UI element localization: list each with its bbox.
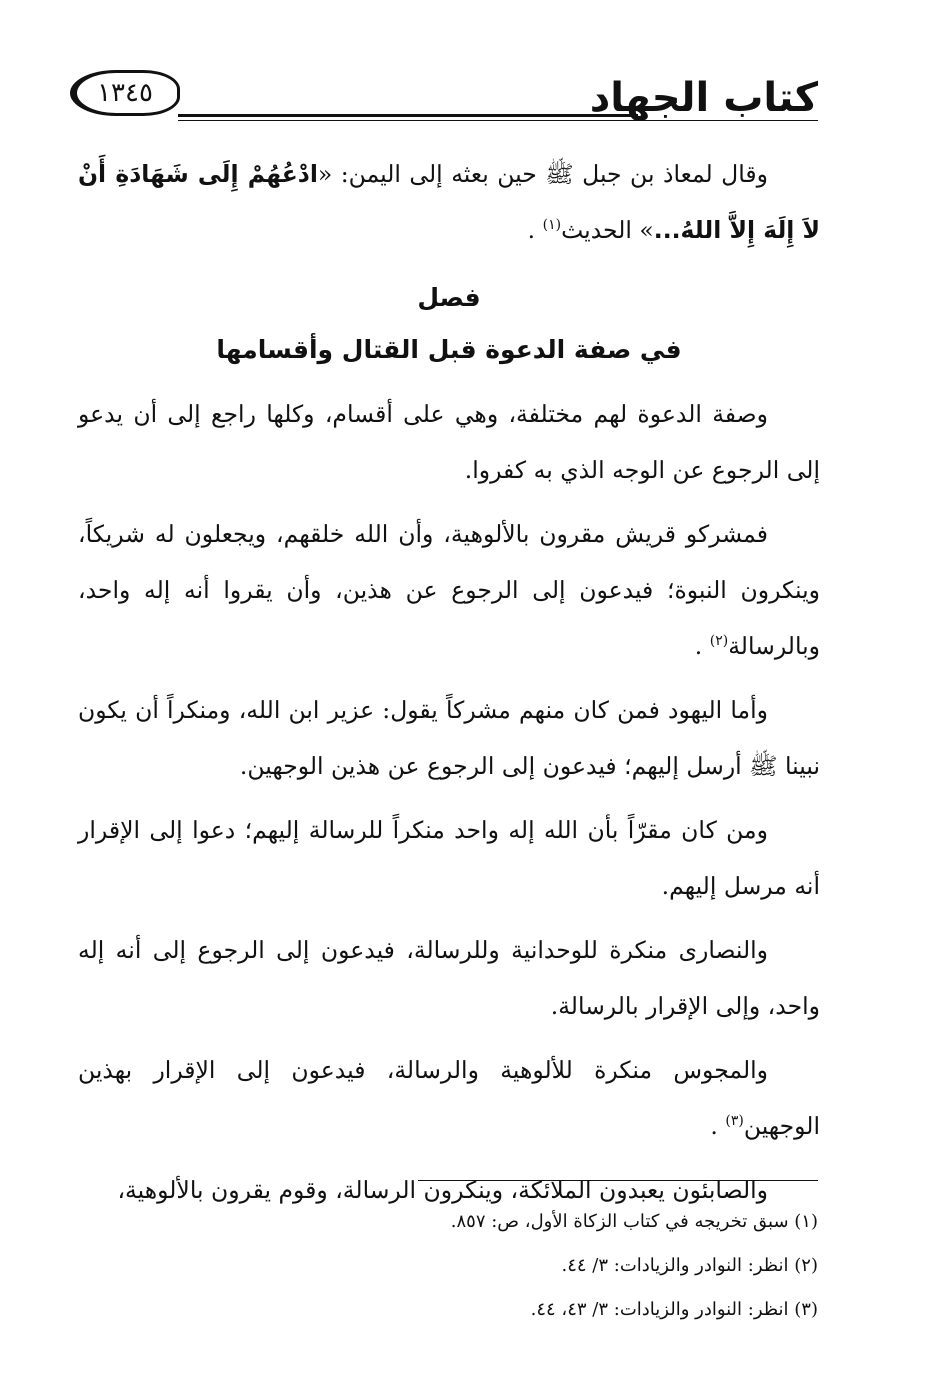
header-rule-thin — [178, 120, 818, 121]
paragraph — [78, 506, 820, 674]
paragraph — [78, 922, 820, 1034]
intro-end: . — [527, 216, 543, 244]
paragraph — [78, 386, 820, 498]
footnote-ref: (٣) — [725, 1113, 744, 1130]
footnote: (٢) انظر: النوادر والزيادات: ٣/ ٤٤. — [561, 1255, 818, 1276]
hadith-quote: ادْعُهُمْ إِلَى شَهَادَةِ أَنْ لاَ إِلَهَ إِلاَّ اللهُ... — [78, 160, 820, 244]
footnotes — [118, 1200, 818, 1332]
section-subtitle: في صفة الدعوة قبل القتال وأقسامها — [216, 335, 682, 364]
intro-text-after: » الحديث — [561, 216, 654, 244]
book-title: كتاب الجهاد — [589, 75, 818, 121]
footnote: (٣) انظر: النوادر والزيادات: ٣/ ٤٣، ٤٤. — [530, 1299, 818, 1320]
header-rule — [178, 114, 638, 117]
intro-text: وقال لمعاذ بن جبل ﷺ حين بعثه إلى اليمن: « — [317, 160, 769, 188]
paragraph-end: . — [694, 632, 710, 660]
paragraph-text: والمجوس منكرة للألوهية والرسالة، فيدعون إلى الإقرار بهذين الوجهين — [78, 1056, 820, 1140]
paragraph-text: وصفة الدعوة لهم مختلفة، وهي على أقسام، وكلها راجع إلى أن يدعو إلى الرجوع عن الوجه الذي به كفروا. — [78, 400, 820, 484]
paragraph — [78, 682, 820, 794]
paragraph-text: والصابئون يعبدون الملائكة، وينكرون الرسالة، وقوم يقرون بالألوهية، — [117, 1176, 768, 1204]
page-number: ١٣٤٥ — [97, 78, 153, 108]
paragraph-end: . — [710, 1112, 726, 1140]
paragraph-text: وأما اليهود فمن كان منهم مشركاً يقول: عزير ابن الله، ومنكراً أن يكون نبينا ﷺ أرسل إليهم؛ فيدعون إلى الرجوع عن هذين الوجهين. — [78, 696, 820, 780]
paragraph-text: ومن كان مقرّاً بأن الله إله واحد منكراً للرسالة إليهم؛ دعوا إلى الإقرار أنه مرسل إليهم. — [78, 816, 820, 900]
footnote-divider — [418, 1180, 818, 1181]
intro-paragraph — [78, 146, 820, 258]
paragraph — [78, 802, 820, 914]
paragraph-text: والنصارى منكرة للوحدانية وللرسالة، فيدعون إلى الرجوع إلى أنه إله واحد، وإلى الإقرار بالرسالة. — [78, 936, 820, 1020]
running-header — [70, 68, 818, 128]
footnote: (١) سبق تخريجه في كتاب الزكاة الأول، ص: ٨٥٧. — [450, 1211, 818, 1232]
paragraph-text: فمشركو قريش مقرون بالألوهية، وأن الله خلقهم، ويجعلون له شريكاً، وينكرون النبوة؛ فيدعون إلى الرجوع عن هذين، وأن يقروا أنه إله واحد، وبالرسالة — [78, 520, 820, 660]
paragraph — [78, 1042, 820, 1154]
main-text — [78, 146, 820, 1226]
footnote-ref: (٢) — [709, 633, 729, 650]
section-title: فصل — [417, 283, 481, 312]
footnote-ref: (١) — [542, 217, 562, 234]
section-heading — [78, 272, 820, 376]
